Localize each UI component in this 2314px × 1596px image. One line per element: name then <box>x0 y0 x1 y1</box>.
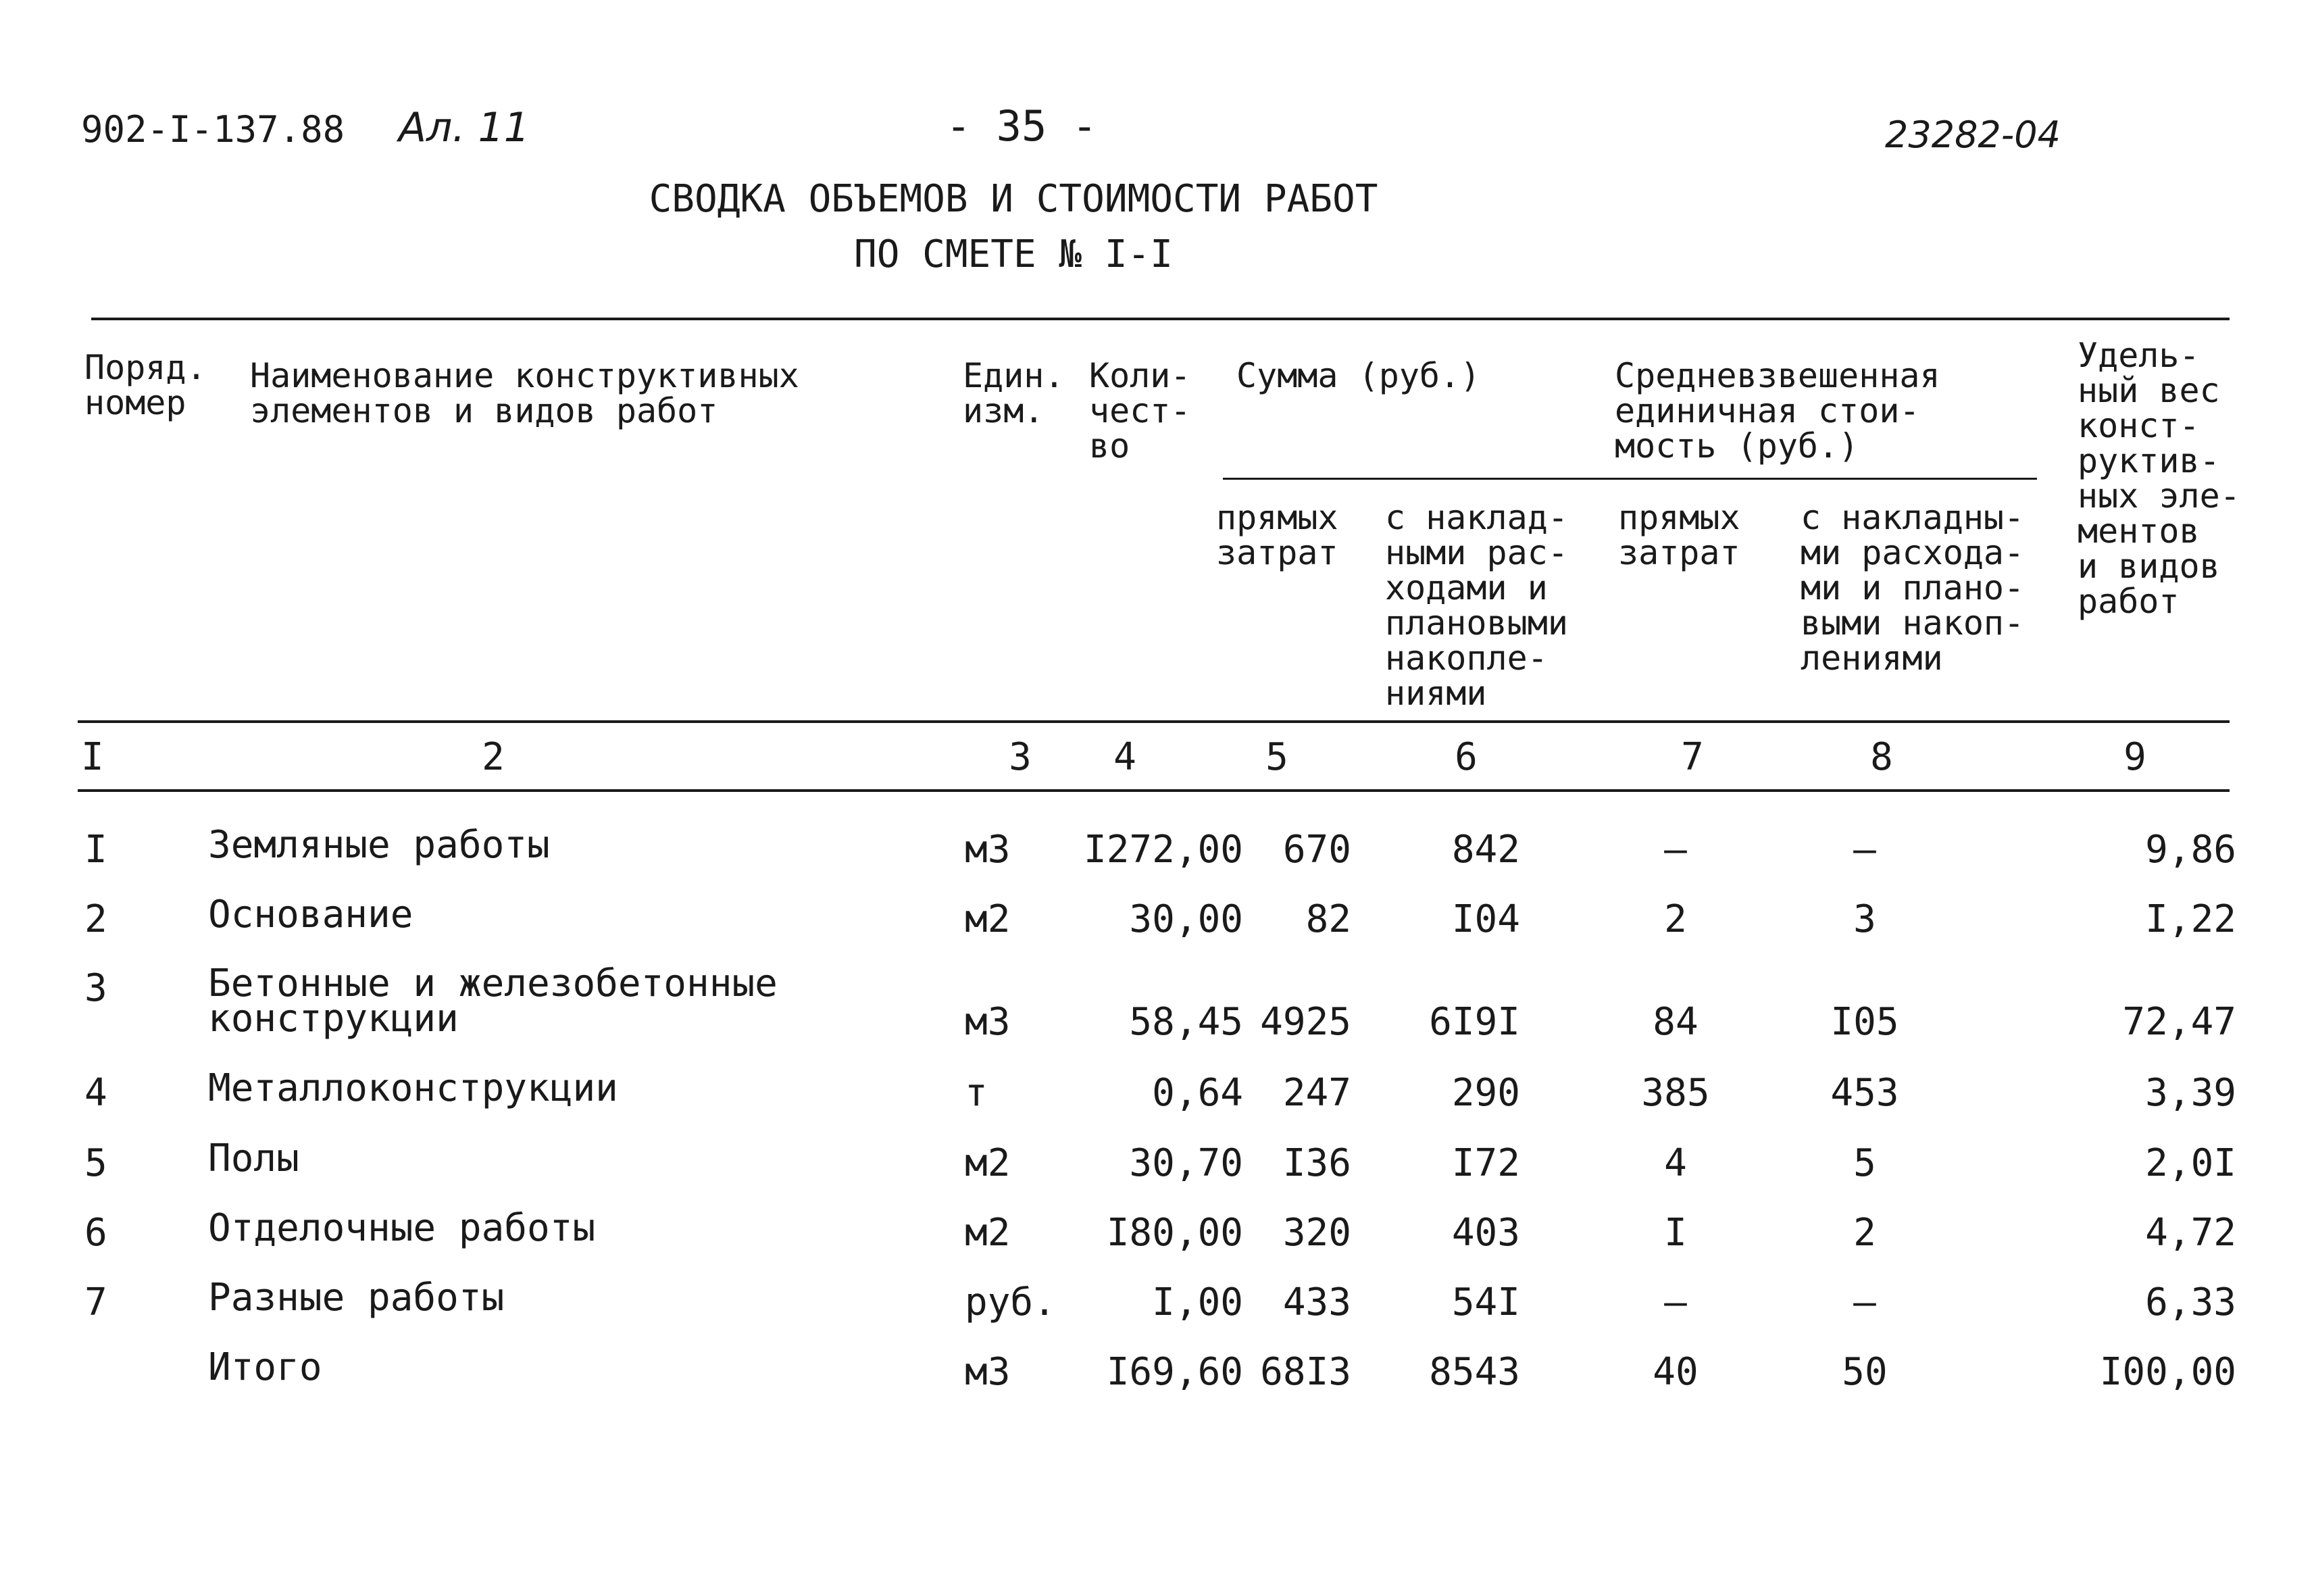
average-overhead-cell: 50 <box>1842 1350 1888 1394</box>
overhead-cost-cell: I72 <box>1451 1141 1520 1185</box>
quantity-cell: 30,70 <box>1129 1141 1243 1185</box>
element-name-cell: Итого <box>208 1345 322 1389</box>
row-number: 7 <box>84 1280 107 1324</box>
header-sum-direct: прямых затрат <box>1216 498 1338 572</box>
header-bottom-rule <box>78 720 2230 723</box>
column-number: I <box>81 735 104 779</box>
average-overhead-cell: – <box>1853 1280 1876 1324</box>
column-number: 2 <box>482 735 505 779</box>
share-cell: 3,39 <box>2145 1071 2236 1115</box>
document-code: 902-I-137.88 <box>81 108 345 151</box>
overhead-cost-cell: 8543 <box>1429 1350 1520 1394</box>
average-overhead-cell: – <box>1853 828 1876 872</box>
header-average-group: Средневзвешенная единичная стои- мость (руб.) <box>1615 356 1940 466</box>
header-order-number: Поряд. номер <box>84 348 207 422</box>
page-number: - 35 - <box>946 101 1097 151</box>
inventory-number: 23282-04 <box>1885 114 2061 156</box>
column-number: 8 <box>1870 735 1893 779</box>
average-direct-cell: I <box>1664 1211 1687 1255</box>
unit-cell: м3 <box>965 1000 1011 1044</box>
quantity-cell: I69,60 <box>1106 1350 1243 1394</box>
element-name-cell: Отделочные работы <box>208 1206 596 1250</box>
direct-cost-cell: 4925 <box>1260 1000 1351 1044</box>
column-number: 7 <box>1681 735 1704 779</box>
quantity-cell: I80,00 <box>1106 1211 1243 1255</box>
element-name-cell: Металлоконструкции <box>208 1066 618 1110</box>
album-number: Ал. 11 <box>399 104 530 151</box>
share-cell: 2,0I <box>2145 1141 2236 1185</box>
share-cell: 9,86 <box>2145 828 2236 872</box>
direct-cost-cell: 670 <box>1282 828 1351 872</box>
unit-cell: т <box>965 1071 988 1115</box>
average-overhead-cell: I05 <box>1830 1000 1899 1044</box>
column-number: 4 <box>1113 735 1136 779</box>
overhead-cost-cell: I04 <box>1451 897 1520 941</box>
row-number: 5 <box>84 1141 107 1185</box>
header-average-direct: прямых затрат <box>1618 498 1740 572</box>
header-group-rule <box>1223 478 2037 480</box>
header-sum-overhead: с наклад- ными рас- ходами и плановыми накопле- ниями <box>1385 498 1568 713</box>
share-cell: 6,33 <box>2145 1280 2236 1324</box>
column-numbers-rule <box>78 789 2230 792</box>
unit-cell: м2 <box>965 1211 1011 1255</box>
header-share: Удель- ный вес конст- руктив- ных эле- ментов и видов работ <box>2078 336 2240 621</box>
share-cell: I,22 <box>2145 897 2236 941</box>
header-average-overhead: с накладны- ми расхода- ми и плано- выми накоп- лениями <box>1801 498 2025 678</box>
unit-cell: руб. <box>965 1280 1056 1324</box>
header-sum-group: Сумма (руб.) <box>1236 356 1481 395</box>
page-title: СВОДКА ОБЪЕМОВ И СТОИМОСТИ РАБОТ <box>649 177 1378 221</box>
average-direct-cell: 2 <box>1664 897 1687 941</box>
quantity-cell: I,00 <box>1152 1280 1243 1324</box>
overhead-cost-cell: 54I <box>1451 1280 1520 1324</box>
element-name-cell: Разные работы <box>208 1276 505 1320</box>
average-overhead-cell: 2 <box>1853 1211 1876 1255</box>
row-number: I <box>84 828 107 872</box>
quantity-cell: 30,00 <box>1129 897 1243 941</box>
direct-cost-cell: 320 <box>1282 1211 1351 1255</box>
page-subtitle: ПО СМЕТЕ № I-I <box>853 232 1173 276</box>
unit-cell: м3 <box>965 1350 1011 1394</box>
average-direct-cell: 385 <box>1641 1071 1710 1115</box>
average-overhead-cell: 3 <box>1853 897 1876 941</box>
column-number: 3 <box>1009 735 1032 779</box>
direct-cost-cell: 68I3 <box>1260 1350 1351 1394</box>
element-name-cell: Бетонные и железобетонные конструкции <box>208 962 778 1041</box>
average-direct-cell: 84 <box>1653 1000 1699 1044</box>
row-number: 4 <box>84 1071 107 1115</box>
quantity-cell: 58,45 <box>1129 1000 1243 1044</box>
element-name-cell: Земляные работы <box>208 823 550 867</box>
unit-cell: м2 <box>965 897 1011 941</box>
column-number: 9 <box>2123 735 2146 779</box>
table-top-rule <box>91 318 2230 320</box>
overhead-cost-cell: 290 <box>1451 1071 1520 1115</box>
average-direct-cell: – <box>1664 1280 1687 1324</box>
element-name-cell: Полы <box>208 1137 299 1180</box>
quantity-cell: 0,64 <box>1152 1071 1243 1115</box>
average-overhead-cell: 453 <box>1830 1071 1899 1115</box>
overhead-cost-cell: 842 <box>1451 828 1520 872</box>
header-unit: Един. изм. <box>963 356 1065 430</box>
row-number: 2 <box>84 897 107 941</box>
column-number: 5 <box>1265 735 1288 779</box>
average-overhead-cell: 5 <box>1853 1141 1876 1185</box>
average-direct-cell: 4 <box>1664 1141 1687 1185</box>
header-element-name: Наименование конструктивных элементов и видов работ <box>250 356 799 430</box>
direct-cost-cell: I36 <box>1282 1141 1351 1185</box>
element-name-cell: Основание <box>208 893 413 937</box>
share-cell: 72,47 <box>2122 1000 2236 1044</box>
overhead-cost-cell: 403 <box>1451 1211 1520 1255</box>
direct-cost-cell: 433 <box>1282 1280 1351 1324</box>
row-number: 6 <box>84 1211 107 1255</box>
header-quantity: Коли- чест- во <box>1089 356 1191 466</box>
share-cell: I00,00 <box>2099 1350 2236 1394</box>
unit-cell: м2 <box>965 1141 1011 1185</box>
direct-cost-cell: 82 <box>1305 897 1351 941</box>
column-number: 6 <box>1455 735 1478 779</box>
average-direct-cell: – <box>1664 828 1687 872</box>
share-cell: 4,72 <box>2145 1211 2236 1255</box>
quantity-cell: I272,00 <box>1083 828 1243 872</box>
unit-cell: м3 <box>965 828 1011 872</box>
overhead-cost-cell: 6I9I <box>1429 1000 1520 1044</box>
average-direct-cell: 40 <box>1653 1350 1699 1394</box>
direct-cost-cell: 247 <box>1282 1071 1351 1115</box>
row-number: 3 <box>84 966 107 1010</box>
